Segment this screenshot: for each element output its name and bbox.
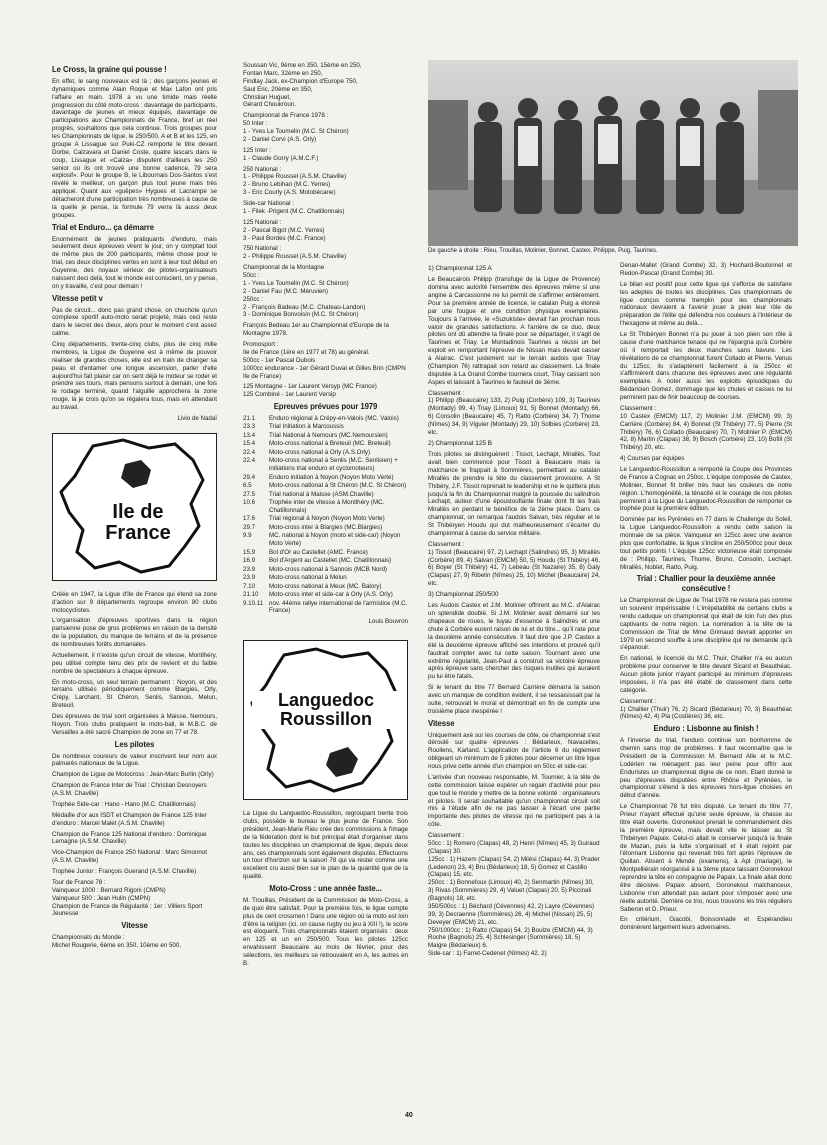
event-date: 29.4	[243, 473, 256, 481]
event-title: Moto-cross national à Orly (A.S.Orly)	[269, 448, 371, 456]
paragraph: Le bilan est positif pour cette ligue qui s'efforce de satisfaire les adeptes de toutes les disciplines. Ces championnats de ligue conçus comme tremplin pour les championnats nationaux devraient à l'avenir jouer à plein leur rôle de préparation de l'élite qui défendra nos couleurs à l'intérieur de l'hexagone et même au delà...	[620, 280, 792, 328]
list-item: Champion de Ligue de Motocross : Jean-Marc Burlin (Orly)	[52, 771, 214, 779]
table-row	[243, 524, 408, 532]
page-number: 40	[405, 1112, 413, 1119]
table-row	[243, 600, 408, 616]
paragraph: Classement : 1) Tissot (Beaucaire) 97, 2) Lechapt (Salindres) 95, 3) Mirallès (Corbère) 89, 4) Salvan (EMCM) 50, 5) Houdu (St Thibéry) 46, 6) Boyer (St Thibéry) 41, 7) Lebeau (St Nazaire) 35, 8) Galy (Clapas) 27, 9) Ribelin (Nîmes) 25, 10) Michel (Beaucaire) 24, etc.	[428, 540, 600, 588]
list-item: Champion de France Inter de Trial : Christian Desnoyers (A.S.M. Chaville)	[52, 782, 207, 798]
event-title: Bol d'Or au Castellet (AMC. France)	[269, 548, 368, 556]
event-title: Trial régional à Noyon (Noyon Moto Verte)	[269, 515, 385, 523]
photo-caption: De gauche à droite : Rieu, Trouillas, Molinier, Bonnet, Castex, Philippe, Puig, Taurines.	[428, 248, 658, 254]
event-title: Trial national à Maisse (ASM.Chaville)	[269, 490, 374, 498]
paragraph: Cinq départements, trente-cinq clubs, plus de cinq mille membres, la Ligue de Guyenne est à même de pouvoir réaliser de grandes choses, elle est en train de changer sa peau et d'entamer une longue ascension, parler d'elle aujourd'hui fait plaisir car on sent déjà le moteur se roder et prendre ses tours, mais pensons surtout à demain, une fois le rodage terminé, quand l'aiguille approchera la zone rouge, là je crois qu'on se régalera tous, mais en attendant au travail.	[52, 341, 217, 412]
heading-trial-enduro: Trial et Enduro... ça démarre	[52, 222, 154, 232]
event-date: 23.3	[243, 423, 256, 431]
paragraph: Pas de circuit... donc pas grand chose, on chuchote qu'un complexe sportif auto-moto serait projeté, mais ceci reste dans le secret des dieux, alors pour le moment c'est assez calme.	[52, 306, 217, 338]
paragraph: Le Languedoc-Roussillon a remporté la Coupe des Provinces de France à Cognac en 250cc. L'équipe composée de Castex, Molinier, Bonnet fit briller très haut les couleurs de notre région. L'homogénéité, la ténacité et le courage de nos pilotes permirent à la Ligue du Languedoc-Roussillon de remporter ce trophée pour la première édition.	[620, 466, 792, 513]
paragraph: Championnats du Monde : Michel Rougerie, 6ème en 350, 10ème en 500,	[52, 934, 181, 950]
event-date: 27.5	[243, 490, 256, 498]
event-date: 21.10	[243, 591, 259, 599]
list-item: Champion de France de Régularité : 1er : Villiers Sport Jeunesse	[52, 902, 203, 918]
author-signature: Livio de Nadaï	[177, 414, 217, 422]
paragraph: Denan-Mallet (Grand Combe) 32, 3) Hochard-Boutonnet et Redon-Pascal (Grand Combe) 30.	[620, 262, 792, 277]
table-row	[243, 515, 408, 523]
heading-cross: Le Cross, la graine qui pousse !	[52, 65, 167, 74]
table-row	[243, 491, 408, 499]
event-title: Enduro initiation à Noyon (Noyon Moto Verte)	[269, 473, 394, 481]
event-title: Moto-cross national à St Chéron (M.C. St Chéron)	[269, 482, 407, 490]
paragraph: Promosport : Ile de France (1ère en 1977 et 78) au général. 500cc - 1er Pascal Dubois 1000cc endurance - 1er Gérard Duval et Gilles Brin (CMPN Ile de France)	[243, 341, 406, 380]
paragraph: Le Championnat 78 fut très disputé. Le tenant du titre 77, Prieur n'ayant effectué qu'une seule épreuve, la chasse au titre était ouverte. Goronekoul prenait le commandement dès la première épreuve, mais devait vite le laisser au St Thibéryen Papaix. Celui-ci allait le conserver jusqu'à la finale de Mazan, puis la lutte s'organisait et il était rejoint par l'étonnant Lisbonne qui revenait très fort après l'épreuve de Quillan. Absent à Mende (examens), à Apt (mariage), le Montpelliérain réorganisé à la 3ème place laissant Goronekoul reprendre la tête en compagnie de Papaix. La finale allait donc être décisive. Papaix absent, Goronekoul malchanceux, Lisbonne n'en attendait pas autant pour s'imposer avec une réelle autorité. Derrière ce trio, nous trouvons les très réguliers Saberon et D. Prieur.	[620, 803, 792, 913]
paragraph: Créée en 1947, la Ligue d'Ile de France qui étend sa zone d'action sur 9 départements regroupe environ 80 clubs motocyclistes.	[52, 590, 217, 614]
event-date: 16.9	[243, 557, 256, 565]
paragraph: 250 National : 1 - Philippe Roussel (A.S.M. Chaville) 2 - Bruno Lebihan (M.C. Yerres) 3 - Eric Courly (A.S. Motobécane)	[243, 165, 347, 197]
event-title: Trial National à Nemours (MC.Nemoursien)	[269, 431, 388, 439]
table-row	[243, 566, 408, 574]
table-row	[243, 591, 408, 599]
column-2	[243, 62, 408, 971]
paragraph: 750 National : 2 - Philippe Roussel (A.S.M. Chaville)	[243, 245, 347, 261]
paragraph: En national, le licencié du M.C. Thuir, Challier n'a eu aucun problème pour conserver le titre devant Sicard et Beauthéac. Aucun pilote junior n'ayant participé au minimum d'épreuves imposées, il n'a pas été établi de classement dans cette catégorie.	[620, 655, 792, 694]
paragraph: Classement : 10 Castex (EMCM) 117, 2) Molinier J.M. (EMCM) 99, 3) Carrière (Corbère) 84, 4) Bonnet (St Thibéry) 77, 5) Pierre (St Thibéry) 76, 6) Collado (Beaucaire) 70, 7) Molinier P. (EMCM) 42, 8) Martin (Clapas) 38, 9) Bosch (Corbère) 23, 10) Bofill (St Thibéry) 20, etc.	[620, 404, 792, 452]
list-item: Vainqueur 1000 : Bernard Rigoni (CMPN)	[52, 886, 166, 894]
author-signature: Louis Bouvron	[368, 618, 408, 626]
heading-125b: 2) Championnat 125 B	[428, 439, 492, 447]
paragraph: Actuellement, il n'existe qu'un circuit de vitesse, Montlhéry, peu utilisé compte tenu des prix de revient et du faible nombre de spectateurs à chaque épreuve.	[52, 651, 217, 675]
event-date: 9.9	[243, 532, 252, 540]
event-date: 15.9	[243, 548, 256, 556]
table-row	[243, 457, 408, 473]
paragraph: L'arrivée d'un nouveau responsable, M. Tournier, à la tête de cette commission laisse espérer un regain d'activité pour peu que tout le monde y mettre de la bonne volonté : organisateurs et pilotes. Il serait souhaitable qu'un championnat circuit soit mis à l'étude afin de ne pas laisser à l'écart une partie importante des pilotes de vitesse qui ne participent pas à la côte.	[428, 773, 600, 829]
map-label: Ile de France	[105, 500, 171, 544]
paragraph: De nombreux coureurs de valeur inscrivent leur nom aux palmarès nationaux de la Ligue.	[52, 752, 217, 768]
paragraph: 4) Courses par équipes	[620, 455, 685, 463]
paragraph: M. Trouillas, Président de la Commission de Moto-Cross, a de quoi être satisfait. Pour la première fois, le ligue compte plus de cent crossmen ! Dans une région où la moto est loin d'être la religion (ici, on cause rugby ou jeu à XIII !), le score est éloquent. Trois championnats étaient organisés : deux en 125 et un en 250/500. Tous les pilotes 125cc envahissent Beaucaire au mois de février, pour des sélections, les meilleurs se retrouvaient en A, les autres en B.	[243, 896, 408, 967]
paragraph: 125 National : 2 - Pascal Bigot (M.C. Yerres) 3 - Paul Bordes (M.C. France)	[243, 218, 326, 242]
column-3	[428, 262, 600, 961]
table-row	[243, 423, 408, 431]
event-date: 22.4	[243, 448, 256, 456]
event-title: Moto-cross national à Meux (MC. Balory)	[269, 582, 382, 590]
event-date: 7.10	[243, 582, 256, 590]
heading-epreuves-1979: Epreuves prévues pour 1979	[273, 402, 378, 412]
paragraph: La Ligue du Languedoc-Roussillon, regroupant trente trois clubs, possède le bureau le plus jeune de France. Son président, Jean-Marie Rieu crée des commissions à l'image de la fédération dont le but principal était d'organiser dans toutes les disciplines un championnat de ligue, depuis deux ans, ces championnats sont également disputés. Effectuons un tour d'horizon sur la saison 78 qui va rester comme une excellent cru aussi bien sur le plan de la quantité que de la qualité.	[243, 810, 408, 881]
event-title: Moto-cross national à Sannois (MCB Nord)	[269, 565, 387, 573]
event-date: 6.5	[243, 482, 252, 490]
heading-moto-cross: Moto-Cross : une année faste...	[269, 884, 382, 894]
event-title: Moto-cross national à Breteuil (MC. Breteuil)	[269, 440, 391, 448]
column-4	[620, 262, 792, 935]
event-title: Trophée inter de vitesse à Montlhéry (MC. Chatillonnais)	[269, 499, 385, 514]
paragraph: Uniquement axé sur les courses de côte, ce championnat s'est déroulé sur quatre épreuves : Bédarieux, Navacelles, Roullens, Karland. L'application de l'article 6 du règlement obligeant un minimum de 5 pilotes pour décerner un titre ligue nous prive cette année d'un champion en 50cc et side-car.	[428, 731, 600, 771]
event-date: 29.7	[243, 523, 256, 531]
table-row	[243, 532, 408, 548]
event-title: Moto-cross national à Senlis (M.C. Senlisien) + initiations trial enduro et cyclomoteurs)	[269, 457, 398, 473]
event-title: Moto-cross national à Melun	[269, 574, 347, 582]
list-item: Médaille d'or aux ISDT et Champion de France 125 Inter d'enduro : Marcel Malet (A.S.M. Chaville)	[52, 811, 207, 827]
paragraph: L'organisation d'épreuves sportives dans la région parisienne pose de gros problèmes en raison de la densité de la population, du manque de terrains et de la présence de nombreuses forêts domaniales.	[52, 617, 217, 649]
event-date: 22.4	[243, 457, 256, 465]
list-item: Tour de France 78 :	[52, 878, 106, 886]
table-row	[243, 549, 408, 557]
map-languedoc-roussillon	[243, 640, 408, 800]
heading-vitesse-3: Vitesse	[428, 718, 455, 728]
event-date: 21.1	[243, 415, 256, 423]
table-row	[243, 449, 408, 457]
event-date: 10.6	[243, 499, 256, 507]
paragraph: Les Audois Castex et J.M. Molinier offrirent au M.C. d'Alairac un splendide doublé. Si J.M. Molinier avait démarré sur les chapeaux de roues, le tuyau d'essence à Salindres et une chute à Corbère eurent raison de lui et du titre... qu'il rate pour la deuxième année consécutive. Il faut dire que J.P. Castex a été la deuxième épreuve affiché ses intentions et prouvé qu'il faudrait compter avec lui cette saison. Tournant avec une extrême régularité, Jean-Paul a construit sa victoire épreuve après épreuve sans chercher des risques inutiles qui auraient pu lui être fatals.	[428, 602, 600, 681]
event-date: 17.6	[243, 515, 256, 523]
event-date: 15.4	[243, 440, 256, 448]
paragraph: Championnat de France 1978 : 50 Inter : 1 - Yves Le Toumelin (M.C. St Chéron) 2 - Daniel Corvi (A.S. Orly)	[243, 112, 349, 143]
paragraph: En moto-cross, un seul terrain permanent : Noyon, et des terrains utilisés périodiquement comme Blargies, Orly, Crépy, Larchant, St Chéron, Senlis, Sannois, Melun, Breteuil.	[52, 678, 217, 710]
event-date: 23.9	[243, 574, 256, 582]
paragraph: Dominée par les Pyrénées en 77 dans le Challenge du Soleil, la Ligue Languedoc-Roussillon a rendu cette saison la monnaie de sa pièce. Vainqueur en 125cc avec une avance plus que confortable, la ligue s'incline en 250/500cc pour deux tout petits points ! L'équipe 125cc victorieuse était composée de : Philipp, Taurines, Thome, Bruno, Consolin, Lechapt, Mirallès, Noblet, Ratto, Puig.	[620, 516, 792, 571]
paragraph: François Bedeau 1er au Championnat d'Europe de la Montagne 1978.	[243, 322, 389, 338]
table-row	[243, 499, 408, 515]
paragraph: Classement : 1) Challier (Thuir) 76, 2) Sicard (Bédarieux) 70, 3) Beauthéac (Nîmes) 42, 4) Pla (Costières) 36, etc.	[620, 697, 792, 721]
table-row	[243, 574, 408, 582]
event-date: 23.9	[243, 565, 256, 573]
event-title: Bol d'Argent au Castellet (MC. Chatillonnais)	[269, 557, 392, 565]
heading-125a: 1) Championnat 125 A	[428, 265, 492, 272]
table-row	[243, 482, 408, 490]
event-title: Enduro régional à Crépy-en-Valois (MC. Valois)	[269, 415, 399, 423]
paragraph: Enormément de jeunes pratiquants d'enduro, mais seulement deux épreuves virent le jour, on y comptait tout de même plus de 200 participants, même chose pour le trial, ces deux disciplines vertes en sont à leur tout début en Guyenne, des noyaux sérieux de pilotes-organisateurs naissent deci delà, tout le monde est conscient, on y pense, on y travaille, c'est pour demain !	[52, 235, 217, 290]
paragraph: 125 Montagne - 1er Laurent Versyp (MC France) 125 Combiné - 1er Laurent Versip	[243, 383, 377, 399]
table-row	[243, 474, 408, 482]
event-date: 13.4	[243, 431, 256, 439]
list-item: Vice-Champion de France 250 National : Marc Simonnot (A.S.M. Chaville)	[52, 849, 207, 865]
map-label: Languedoc Roussillon	[252, 691, 400, 729]
table-row	[243, 440, 408, 448]
list-item: Trophée Side-car : Hano - Hano (M.C. Chatillonnais)	[52, 800, 196, 808]
group-photo-icon	[428, 60, 798, 246]
paragraph: Le St Thibéryen Bonnet n'a pu jouer à son plein son rôle à cause d'une malchance tenace qui ne l'épargna qu'à Corbère où il remportait les deux manches sans bavure. Les révélations de ce championnat furent Collado et Pierre. Venus du 125cc, ils s'adaptèrent facilement à la 250cc et s'affirmèrent dans chacune des épreuves avec une régularité exemplaire. A noter aussi les exploits épisodiques du Bédaricien Gomez, dommage que les chutes et casses ne lui permirent pas de finir beaucoup de courses.	[620, 331, 792, 401]
paragraph: 125 Inter : 1 - Claude Gorry (A.M.C.F.)	[243, 146, 319, 162]
heading-enduro-lisbonne: Enduro : Lisbonne au finish !	[653, 724, 759, 734]
event-title: Moto-cross inter et side-car à Orly (A.S. Orly)	[269, 591, 393, 599]
event-title: nov. 44ème rallye international de l'armistice (M.C. France)	[269, 599, 408, 615]
paragraph: Le Championnat de Ligue de Trial 1978 ne restera pas comme un souvenir impérissable ! L'irrépétabilité de certains clubs a rendu caduque un championnat qui était de loin l'un des plus captivants de notre région. La nomination à la tête de la Commission de Trial de Mme Grimaud devrait apporter en 1979 un second souffle à une discipline qui ne demande qu'à s'épanouir.	[620, 597, 792, 652]
table-row	[243, 583, 408, 591]
paragraph: A l'inverse du trial, l'enduro continue son bonhomme de chemin sans trop de problèmes. Il faut reconnaître que le Président de la Commission M. Bernard Alle et le M.C. Lodérien ne ménagent pas leur peine pour offrir aux Enduristes un championnat digne de ce nom. Etant donné le peu d'épreuves disputées entre Rhône et Pyrénées, le championnat s'étend à des épreuves hors-ligue choisies en début d'année.	[620, 737, 792, 800]
column-1	[52, 62, 217, 953]
list-item: Vainqueur 500 : Jean Hulin (CMPN)	[52, 894, 151, 902]
heading-vitesse-2: Vitesse	[121, 921, 148, 931]
team-photo	[428, 60, 798, 246]
table-row	[243, 415, 408, 423]
pilot-list	[52, 771, 217, 918]
paragraph: Trois pilotes se distinguèrent : Tissot, Lechapt, Mirallès. Tout avait bien commencé pour Tissot à Beaucaire mais la malchance le frappait à Sommières, permettant au catalan Mirallès de prendre la tête du classement provisoire. A St Thibéry, J.F. Tissot reprenait le leadership et ne le quittera plus jusqu'à la fin du Championnat malgré la poussée du salindrois Lechapt, auteur d'une époustouflante finale dont fit les frais Mirallès en perdant le bénéfice de la 2ème place. Dans ce championnat, on remarqua l'audois Salvan, très régulier et le St Thibéryen Houdu qui dut malheureusement s'écarter du championnat à cause du service militaire.	[428, 451, 600, 537]
heading-vitesse: Vitesse petit v	[52, 293, 103, 303]
paragraph: Championnat de la Montagne 50cc : 1 - Yves Le Toumelin (M.C. St Chéron) 2 - Daniel Fau (M.C. Méruvien) 250cc : 2 - François Badeau (M.C. Chateau-Landon) 3 - Dominique Bonvoisin (M.C. St Chéron)	[243, 264, 366, 319]
event-title: Moto-cross inter à Blargies (MC.Blargies)	[269, 523, 383, 531]
list-item: Champion de France 125 National d'enduro : Dominique Lemagne (A.S.M. Chaville)	[52, 830, 207, 846]
paragraph: Le Beaucairois Philipp (transfuge de la Ligue de Provence) domina avec autorité l'ensemble des épreuves même si une angine à Carcassonne ne lui permit de s'affirmer entièrement. Pour sa première année de licence, le catalan Puig a étonné par une fougue et une condition physique exemplaires. Toujours à l'arrivée, le «Suzukiste» devrait l'an prochain nous valoir de grandes satisfactions. A l'arrière de ce duo, deux pilotes ont dû attendre la finale pour se départager, il s'agit de Taurines et Triay. Le Montadinois Taurines a réussi un bel exploit en remportant l'épreuve de Nissan mais devait casser à Alairac. C'est justement sur le terrain audois que Triay (Champion 76) rattrapait son retard au classement. La finale disputée à La Grand Combe tournera court, Triay cassant son Aspes et laissant à Taurines le fauteuil de 3ème.	[428, 276, 600, 386]
table-row	[243, 557, 408, 565]
list-item: Trophée Junior : François Guerand (A.S.M. Chaville)	[52, 868, 197, 876]
heading-pilotes: Les pilotes	[114, 739, 155, 749]
event-title: Trial Initiation à Marcoussis	[269, 423, 344, 431]
paragraph: Si le tenant du titre 77 Bernard Carrière démarra la saison avec un manque de condition évident, il se ressaisissait par la suite, retrouvait le moral et démontrait en fin de compte une troisième place inespérée !	[428, 684, 600, 715]
paragraph: En critérium, Giacobi, Boissonnade et Espérandieu dominèrent largement leurs adversaires.	[620, 916, 792, 932]
event-date: 9.10.11	[243, 599, 264, 607]
paragraph: Des épreuves de trial sont organisées à Maisse, Nemours, Noyon. Trois clubs pratiquent le moto-ball, le M.B.C. de Versailles a été sacré Champion de zone en 77 et 78.	[52, 713, 217, 736]
event-calendar	[243, 415, 408, 615]
event-title: MC. national à Noyon (moto et side-car) (Noyon Moto Verte)	[269, 532, 401, 548]
paragraph: Classement : 1) Philipp (Beaucaire) 133, 2) Puig (Corbère) 109, 3) Taurines (Montady) 99, 4) Triay (Limoux) 91, 5) Bonnet (Montady) 66, 6) Consolin (Beaucaire) 45, 7) Ratto (Corbère) 34, 7) Thome (Nîmes) 34, 9) Viguier (Montady) 29, 10) Solbies (Corbère) 23, etc.	[428, 389, 600, 436]
heading-trial-challier: Trial : Challier pour la deuxième année consécutive !	[636, 574, 776, 594]
paragraph: Classement : 50cc : 1) Romero (Clapas) 48, 2) Henri (Nîmes) 45, 3) Guiraud (Clapas) 30. 125cc : 1) Hazem (Clapas) 54, 2) Milési (Clapas) 44, 3) Prader (Ledenon) 23, 4) Bru (Bédarieux) 18, 5) Gomez et Castillo (Clapas) 15, etc. 250cc : 1) Bonnefoux (Limoux) 40, 2) Senmartin (Nîmes) 30, 3) Rivas (Sommières) 29, 4) Valuet (Clapas) 20, 5) Piccinali (Bagnols) 18, etc. 350/500cc : 1) Béchard (Cévennes) 42, 2) Layre (Cévennes) 39, 3) Decraenne (Sommières) 26, 4) Michel (Nissan) 25, 5) Deveyer (EMCM) 21, etc. 750/1000cc : 1) Ratto (Clapas) 54, 2) Boulze (EMCM) 44, 3) Roche (Bagnols) 25, 4) Schlesinger (Sommières) 18, 5) Maigre (Bédarieux) 6. Side-car : 1) Farret-Cedenet (Nîmes) 42, 2)	[428, 832, 600, 958]
paragraph: Side-car National : 1 - Filek -Prigent (M.C. Chatillonnais)	[243, 200, 345, 215]
paragraph: Soussan Vic, 9ème en 350, 15ème en 250, Fontan Marc, 32ème en 250, Findlay Jack, ex-Champion d'Europe 750, Saul Eric, 20ème en 350, Christian Huguet, Gérard Choukroun.	[243, 62, 362, 109]
heading-250-500: 3) Championnat 250/500	[428, 591, 499, 599]
map-ile-de-france	[52, 433, 217, 581]
table-row	[243, 432, 408, 440]
paragraph: En effet, le sang nouveaux est là ; des garçons jeunes et dynamiques comme Alain Roque et Max Lafon ont pris l'affaire en main. 1978 a vu une timide mais réelle progression du côté moto-cross : davantage de participants, davantage de jeunes et mieux équipés, davantage de participations aux Championnats de France, bref un réel progrès, souhaitons que cela continue. Trois groupes pour les Championnats de ligue, le 250/500, A et B et les 125, en groupe A Lissague sur Puki-CZ remporte le titre devant Dorbe, Calzavara et Daniel Coste, quatre lascars dans le coup, Lissague et «Calza» disputent d'ailleurs les 250 senior où ils ont trouvé une bonne cadence, 79 sera explosif». Pour le groupe B, le Libournais Dos-Santos s'est révélé le meilleur, un garçon plus tout jeune mais très appliqué. Quant aux «guêpes» Hygues et Lacrampe se détacheront d'une participation très nombreuses à cause de la quelle je pense, la formule 79 verra là aussi deux groupes.	[52, 77, 217, 219]
